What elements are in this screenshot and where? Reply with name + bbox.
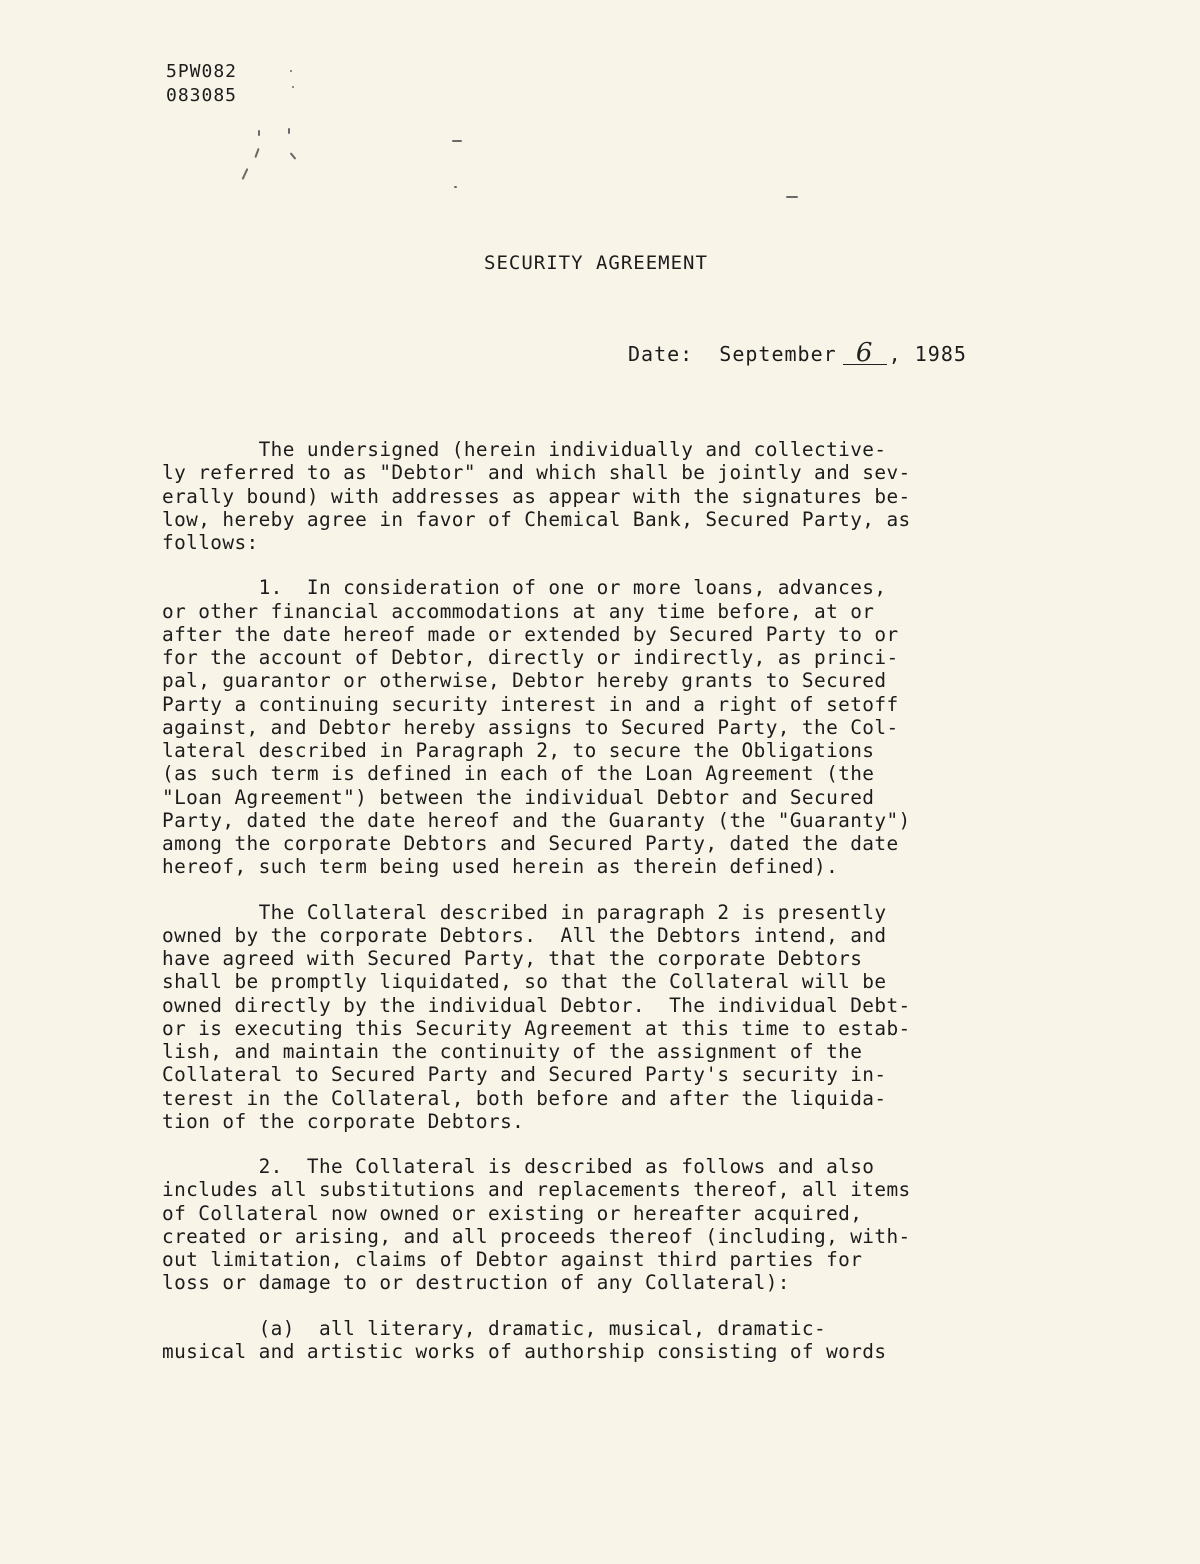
text-line: Collateral to Secured Party and Secured Party's security in- xyxy=(162,1063,887,1087)
text-line: shall be promptly liquidated, so that the Collateral will be xyxy=(162,970,887,994)
reference-codes xyxy=(166,60,237,108)
reference-code-2: 083085 xyxy=(166,85,238,106)
text-line: (as such term is defined in each of the Loan Agreement (the xyxy=(162,762,875,786)
text-line: includes all substitutions and replacements thereof, all items xyxy=(162,1178,911,1202)
text-line: hereof, such term being used herein as therein defined). xyxy=(162,855,839,879)
text-line: lateral described in Paragraph 2, to secure the Obligations xyxy=(162,739,875,762)
text-line: ly referred to as "Debtor" and which shall be jointly and sev- xyxy=(162,461,911,485)
text-line: Party a continuing security interest in and a right of setoff xyxy=(162,692,899,716)
reference-code-1: 5PW082 xyxy=(166,61,238,82)
text-line: terest in the Collateral, both before and after the liquida- xyxy=(162,1086,887,1110)
text-line: have agreed with Secured Party, that the corporate Debtors xyxy=(162,947,863,970)
scan-speck xyxy=(254,148,259,158)
scan-speck xyxy=(292,86,294,88)
text-line: 1. In consideration of one or more loans, advances, xyxy=(162,576,887,600)
text-line: among the corporate Debtors and Secured Party, dated the date xyxy=(162,832,899,855)
scan-speck xyxy=(288,128,290,134)
text-line: against, and Debtor hereby assigns to Secured Party, the Col- xyxy=(162,715,899,739)
date-year: , 1985 xyxy=(888,342,967,366)
text-line: after the date hereof made or extended by Secured Party to or xyxy=(162,622,899,646)
text-line: loss or damage to or destruction of any Collateral): xyxy=(162,1271,790,1295)
text-line: tion of the corporate Debtors. xyxy=(162,1109,525,1133)
paragraph-collateral-ownership xyxy=(162,901,1072,1134)
paragraph-2a xyxy=(162,1317,1072,1364)
text-line: pal, guarantor or otherwise, Debtor hereby grants to Secured xyxy=(162,669,887,693)
text-line: or is executing this Security Agreement at this time to estab- xyxy=(162,1016,911,1040)
text-line: erally bound) with addresses as appear with the signatures be- xyxy=(162,484,911,508)
text-line: Party, dated the date hereof and the Guaranty (the "Guaranty") xyxy=(162,808,911,832)
scan-speck xyxy=(258,130,260,136)
text-line: The Collateral described in paragraph 2 is presently xyxy=(162,900,887,924)
text-line: 2. The Collateral is described as follows and also xyxy=(162,1155,875,1178)
text-line: owned directly by the individual Debtor. The individual Debt- xyxy=(162,993,911,1017)
date-day-handwritten: 6 xyxy=(843,342,887,365)
paragraph-1 xyxy=(162,576,1072,878)
scan-speck xyxy=(786,196,798,198)
scan-speck xyxy=(452,140,462,142)
scan-speck xyxy=(242,168,249,180)
scan-speck xyxy=(290,152,297,159)
text-line: follows: xyxy=(162,531,259,554)
text-line: owned by the corporate Debtors. All the Debtors intend, and xyxy=(162,923,887,947)
paragraph-intro xyxy=(162,438,1072,554)
scan-speck xyxy=(290,70,292,72)
text-line: low, hereby agree in favor of Chemical Bank, Secured Party, as xyxy=(162,507,911,531)
agreement-body xyxy=(162,438,1072,1385)
date-prefix: Date: September xyxy=(628,342,837,366)
text-line: or other financial accommodations at any time before, at or xyxy=(162,599,875,623)
date-line xyxy=(628,338,967,368)
text-line: musical and artistic works of authorship consisting of words xyxy=(162,1339,887,1363)
text-line: lish, and maintain the continuity of the assignment of the xyxy=(162,1040,863,1063)
text-line: of Collateral now owned or existing or hereafter acquired, xyxy=(162,1201,863,1225)
text-line: created or arising, and all proceeds thereof (including, with- xyxy=(162,1224,911,1248)
text-line: out limitation, claims of Debtor against third parties for xyxy=(162,1248,863,1271)
text-line: "Loan Agreement") between the individual Debtor and Secured xyxy=(162,785,875,809)
paragraph-2 xyxy=(162,1155,1072,1295)
text-line: for the account of Debtor, directly or indirectly, as princi- xyxy=(162,646,899,669)
scan-speck xyxy=(454,186,457,188)
text-line: (a) all literary, dramatic, musical, dramatic- xyxy=(162,1316,827,1340)
text-line: The undersigned (herein individually and collective- xyxy=(162,438,887,461)
document-title: SECURITY AGREEMENT xyxy=(484,252,708,274)
